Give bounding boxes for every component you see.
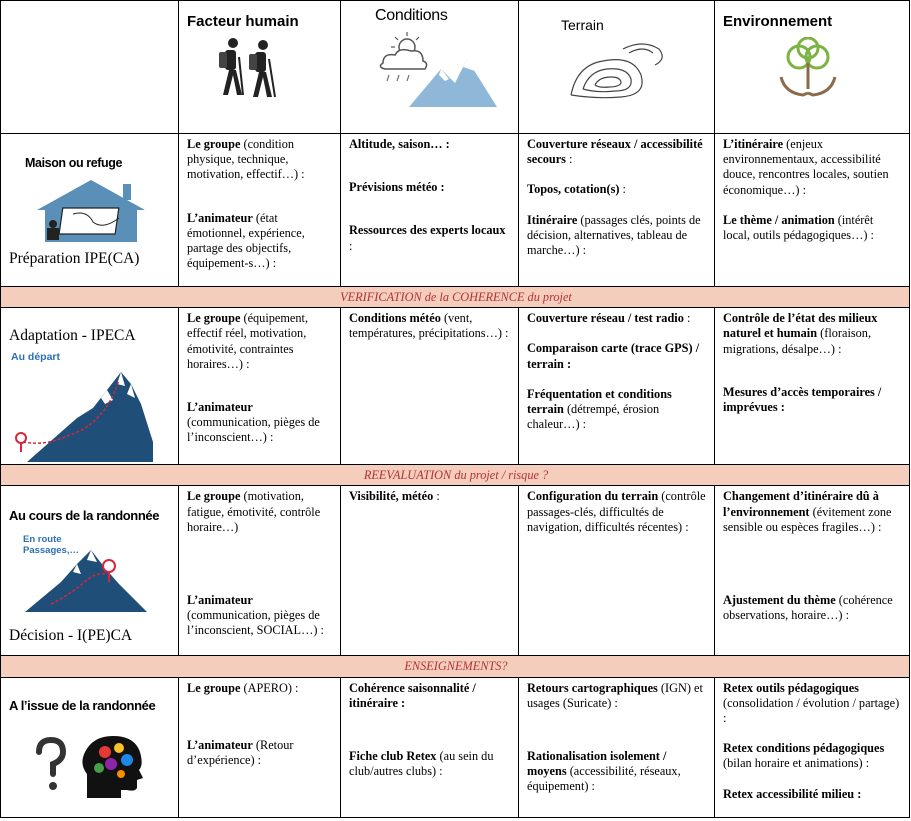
prep-network-desc: : xyxy=(565,152,573,167)
prep-network-text xyxy=(527,137,708,167)
prep-environment-cell xyxy=(715,134,910,287)
prep-forecast-text xyxy=(349,180,512,195)
retex-fiche-desc: (au sein du club/autres clubs) : xyxy=(349,749,494,779)
adaptation-label: Adaptation - IPECA xyxy=(9,327,136,345)
retex-group-title: Le groupe xyxy=(187,680,241,695)
retex-seasonality-text xyxy=(349,681,512,711)
decision-theme-title: Ajustement du thème xyxy=(723,593,836,608)
topographic-map-icon xyxy=(563,35,673,105)
prep-route-title: Itinéraire xyxy=(527,212,578,227)
band-reevaluation-word: REEVALUATION xyxy=(363,468,452,483)
prep-human-cell xyxy=(179,134,341,287)
mountain-route-icon xyxy=(7,364,157,464)
band-enseignements xyxy=(1,656,910,677)
header-environment xyxy=(715,1,910,134)
header-human-factor-title: Facteur humain xyxy=(187,13,299,30)
adapt-group-title: Le groupe xyxy=(187,311,241,326)
band-enseignements-cell: ENSEIGNEMENTS? xyxy=(1,656,910,677)
prep-theme-desc: (intérêt local, outils pédagogiques…) : xyxy=(723,212,874,243)
header-row xyxy=(1,1,910,134)
adapt-frequentation-title: Fréquentation et conditions terrain xyxy=(527,386,672,417)
adapt-conditions-cell xyxy=(341,308,519,465)
retex-conditions-cell xyxy=(341,677,519,817)
decision-conditions-cell xyxy=(341,486,519,656)
house-map-icon xyxy=(31,178,151,244)
retex-isolation-desc: (accessibilité, réseaux, équipement) : xyxy=(527,764,681,794)
adapt-map-title: Comparaison carte (trace GPS) / terrain : xyxy=(527,341,700,371)
prep-itinerary-text xyxy=(723,137,903,198)
decision-change-text xyxy=(723,489,903,535)
header-conditions xyxy=(341,1,519,134)
header-conditions-title: Conditions xyxy=(375,7,448,24)
adapt-leader-title: L’animateur xyxy=(187,400,253,415)
adapt-map-text xyxy=(527,341,708,371)
en-route-badge: En route Passages,… xyxy=(23,534,79,557)
band-verification-de-la: de la xyxy=(421,290,453,304)
mountain-decision-icon xyxy=(21,544,151,614)
prep-altitude-title: Altitude, saison… : xyxy=(349,137,450,151)
row-decision-label xyxy=(1,486,179,656)
adapt-frequentation-desc: (détrempé, érosion chaleur…) : xyxy=(527,402,660,432)
retex-conditions-title: Retex conditions pédagogiques xyxy=(723,741,885,756)
retex-carto-text xyxy=(527,681,708,711)
au-depart-badge: Au départ xyxy=(11,351,61,364)
row-preparation xyxy=(1,134,910,287)
adapt-network-title: Couverture réseau / test radio xyxy=(527,311,684,326)
adapt-weather-title: Conditions météo xyxy=(349,311,441,326)
weather-mountain-icon xyxy=(369,29,499,109)
decision-change-desc: (évitement zone sensible ou espèces fragiles…) : xyxy=(723,504,892,534)
row-preparation-label xyxy=(1,134,179,287)
adapt-network-text xyxy=(527,311,708,326)
prep-leader-title: L’animateur xyxy=(187,210,253,225)
prep-experts-text xyxy=(349,223,512,253)
adapt-leader-desc: (communication, pièges de l’inconscient…) : xyxy=(187,415,320,445)
prep-leader-text xyxy=(187,211,334,272)
retex-leader-title: L’animateur xyxy=(187,737,253,752)
preparation-label: Préparation IPE(CA) xyxy=(9,250,140,267)
prep-group-text xyxy=(187,137,334,183)
retex-access-text xyxy=(723,787,903,802)
retex-human-cell xyxy=(179,677,341,817)
prep-conditions-cell xyxy=(341,134,519,287)
header-terrain xyxy=(519,1,715,134)
adapt-environment-cell xyxy=(715,308,910,465)
question-mark-icon xyxy=(31,736,71,796)
retex-terrain-cell xyxy=(519,677,715,817)
retex-seasonality-title: Cohérence saisonnalité / itinéraire : xyxy=(349,680,476,710)
decision-config-text xyxy=(527,489,708,535)
band-verification-coherence: COHERENCE xyxy=(452,290,525,304)
prep-forecast-title: Prévisions météo : xyxy=(349,180,445,195)
adapt-network-desc: : xyxy=(683,311,691,326)
decision-theme-text xyxy=(723,593,903,623)
band-verification-word: VERIFICATION xyxy=(340,290,422,304)
prep-topos-desc: : xyxy=(619,182,626,197)
prep-group-title: Le groupe xyxy=(187,137,241,151)
retex-fiche-text xyxy=(349,749,512,779)
adapt-weather-desc: (vent, températures, précipitations…) : xyxy=(349,311,509,341)
prep-route-text xyxy=(527,213,708,259)
header-corner-cell xyxy=(1,1,179,134)
band-verification xyxy=(1,287,910,308)
header-environment-title: Environnement xyxy=(723,13,833,30)
adapt-control-desc: (floraison, migrations, désalpe…) : xyxy=(723,326,872,356)
decision-visibility-desc: : xyxy=(433,489,440,504)
prep-experts-desc: : xyxy=(349,238,353,253)
retex-conditions-desc: (bilan horaire et animations) : xyxy=(723,756,870,771)
issue-label: A l’issue de la randonnée xyxy=(9,697,156,713)
adapt-control-text xyxy=(723,311,903,357)
retex-group-desc: (APERO) : xyxy=(240,680,299,695)
decision-change-title: Changement d’itinéraire dû à l’environnement xyxy=(723,489,879,519)
decision-theme-desc: (cohérence observations, horaire…) : xyxy=(723,593,893,623)
band-verification-cell xyxy=(1,287,910,308)
brain-gears-icon xyxy=(77,734,147,798)
decision-group-title: Le groupe xyxy=(187,489,241,504)
row-retex xyxy=(1,677,910,817)
adapt-control-title: Contrôle de l’état des milieux naturel et humain xyxy=(723,311,878,341)
adapt-access-title: Mesures d’accès temporaires / imprévues : xyxy=(723,384,882,415)
row-adaptation xyxy=(1,308,910,465)
retex-carto-title: Retours cartographiques xyxy=(527,680,658,695)
decision-environment-cell xyxy=(715,486,910,656)
retex-tools-title: Retex outils pédagogiques xyxy=(723,680,859,695)
prep-terrain-cell xyxy=(519,134,715,287)
retex-isolation-title: Rationalisation isolement / moyens xyxy=(527,749,667,779)
retex-isolation-text xyxy=(527,749,708,795)
row-decision xyxy=(1,486,910,656)
decision-group-text xyxy=(187,489,334,535)
row-retex-label xyxy=(1,677,179,817)
adapt-weather-text xyxy=(349,311,512,341)
adapt-leader-text xyxy=(187,400,334,446)
retex-tools-desc: (consolidation / évolution / partage) : xyxy=(723,695,900,726)
prep-itinerary-desc: (enjeux environnementaux, accessibilité douce, rencontres locales, soutien économique…) : xyxy=(723,137,889,197)
band-reevaluation-rest: du projet / risque ? xyxy=(451,468,549,483)
tree-hands-icon xyxy=(773,37,843,107)
decision-visibility-text xyxy=(349,489,512,504)
prep-experts-title: Ressources des experts locaux xyxy=(349,223,506,238)
decision-label: Décision - I(PE)CA xyxy=(9,627,133,645)
prep-route-desc: (passages clés, points de décision, alternatives, tableau de marche…) : xyxy=(527,212,701,258)
adapt-group-text xyxy=(187,311,334,372)
hikers-icon xyxy=(209,35,289,105)
retex-access-title: Retex accessibilité milieu : xyxy=(723,786,862,801)
adapt-frequentation-text xyxy=(527,387,708,433)
adapt-group-desc: (équipement, effectif réel, motivation, émotivité, contraintes horaires…) : xyxy=(187,311,309,371)
prep-topos-text xyxy=(527,182,708,197)
prep-itinerary-title: L’itinéraire xyxy=(723,137,784,151)
prep-theme-text xyxy=(723,213,903,243)
retex-leader-text xyxy=(187,738,334,768)
decision-human-cell xyxy=(179,486,341,656)
retex-environment-cell xyxy=(715,677,910,817)
au-cours-label: Au cours de la randonnée xyxy=(9,508,160,524)
maison-refuge-label: Maison ou refuge xyxy=(25,156,123,170)
prep-topos-title: Topos, cotation(s) xyxy=(527,182,620,197)
retex-carto-desc: (IGN) et usages (Suricate) : xyxy=(527,680,703,710)
prep-network-title: Couverture réseaux / accessibilité secours xyxy=(527,137,703,167)
retex-group-text xyxy=(187,681,334,696)
retex-tools-text xyxy=(723,681,903,727)
header-terrain-title: Terrain xyxy=(561,17,604,33)
header-human-factor xyxy=(179,1,341,134)
prep-altitude-text xyxy=(349,137,512,152)
adapt-access-text xyxy=(723,385,903,415)
decision-config-title: Configuration du terrain xyxy=(527,489,659,504)
adapt-terrain-cell xyxy=(519,308,715,465)
band-verification-end: du projet xyxy=(524,290,572,304)
prep-group-desc: (condition physique, technique, motivation, effectif…) : xyxy=(187,137,305,182)
decision-terrain-cell xyxy=(519,486,715,656)
retex-leader-desc: (Retour d’expérience) : xyxy=(187,737,294,768)
retex-conditions-text xyxy=(723,741,903,771)
prep-theme-title: Le thème / animation xyxy=(723,212,835,227)
decision-leader-desc: (communication, pièges de l’inconscient, SOCIAL…) : xyxy=(187,608,324,638)
row-adaptation-label xyxy=(1,308,179,465)
decision-config-desc: (contrôle passages-clés, difficultés de navigation, difficultés récentes) : xyxy=(527,489,706,534)
decision-visibility-title: Visibilité, météo xyxy=(349,489,434,504)
decision-group-desc: (motivation, fatigue, émotivité, contrôle horaire…) xyxy=(187,489,321,534)
decision-leader-text xyxy=(187,593,334,639)
retex-fiche-title: Fiche club Retex xyxy=(349,749,437,764)
decision-leader-title: L’animateur xyxy=(187,593,253,608)
adapt-human-cell xyxy=(179,308,341,465)
prep-leader-desc: (état émotionnel, expérience, partage des objectifs, équipement-s…) : xyxy=(187,210,305,271)
band-reevaluation xyxy=(1,465,910,486)
band-reevaluation-cell xyxy=(1,465,910,486)
